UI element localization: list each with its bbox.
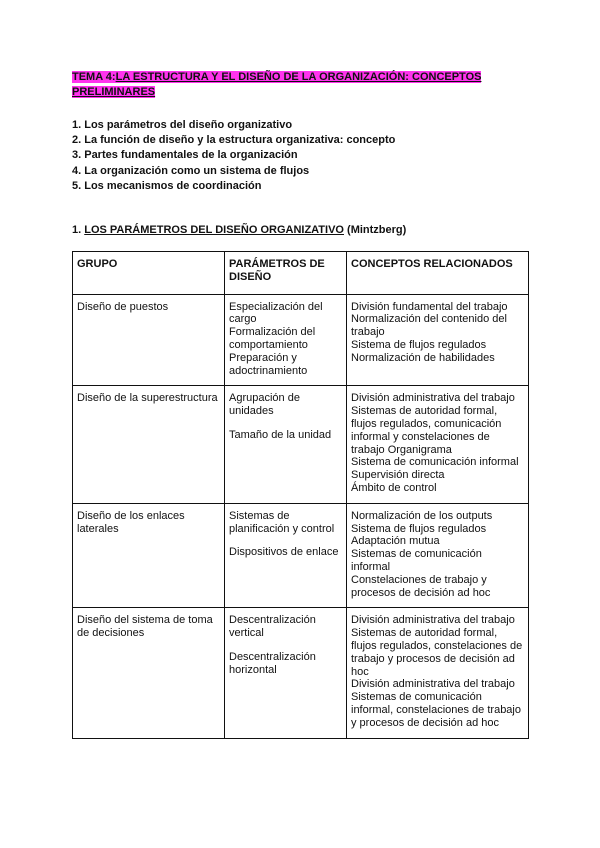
cell-concepts — [347, 386, 529, 503]
table-row — [73, 294, 529, 386]
param-item: Formalización del comportamiento — [229, 326, 316, 351]
cell-group: Diseño del sistema de toma de decisiones — [73, 608, 225, 738]
concept-item: Normalización de habilidades — [351, 351, 495, 364]
concept-item: División administrativa del trabajo — [351, 392, 515, 405]
title-text-line2: PRELIMINARES — [72, 86, 156, 98]
param-item: Tamaño de la unidad — [229, 428, 332, 441]
concept-item: Sistemas de autoridad formal, flujos regulados, comunicación informal y constelaciones de trabajo Organigrama — [351, 405, 502, 456]
concept-item: División fundamental del trabajo — [351, 300, 508, 313]
index-item: 2. La función de diseño y la estructura organizativa: concepto — [72, 134, 396, 147]
design-parameters-table — [72, 251, 529, 739]
section-number: 1. — [72, 224, 85, 237]
cell-concepts — [347, 503, 529, 608]
topic-index — [72, 118, 530, 194]
concept-item: Normalización de los outputs — [351, 509, 493, 522]
concept-item: Sistemas de autoridad formal, flujos regulados, constelaciones de trabajo y procesos de decisión ad hoc — [351, 627, 523, 678]
header-group: GRUPO — [73, 252, 225, 295]
cell-group: Diseño de los enlaces laterales — [73, 503, 225, 608]
param-item: Dispositivos de enlace — [229, 546, 339, 559]
param-item: Agrupación de unidades — [229, 392, 300, 418]
concept-item: División administrativa del trabajo — [351, 678, 515, 691]
concept-item: Ámbito de control — [351, 481, 437, 494]
table-row — [73, 503, 529, 608]
param-item: Descentralización horizontal — [229, 650, 316, 676]
param-item: Sistemas de planificación y control — [229, 509, 335, 535]
concept-item: Normalización del contenido del trabajo — [351, 313, 507, 339]
table-row — [73, 608, 529, 738]
cell-group: Diseño de la superestructura — [73, 386, 225, 503]
concept-item: Sistema de flujos regulados — [351, 338, 487, 351]
section-heading — [72, 223, 530, 238]
cell-params — [225, 608, 347, 738]
index-item: 3. Partes fundamentales de la organización — [72, 149, 298, 162]
section-author: (Mintzberg) — [343, 224, 407, 237]
index-item: 4. La organización como un sistema de flujos — [72, 164, 310, 177]
param-spacer — [229, 535, 342, 546]
param-spacer — [229, 418, 342, 429]
cell-concepts — [347, 294, 529, 386]
cell-params — [225, 386, 347, 503]
index-item: 1. Los parámetros del diseño organizativo — [72, 119, 293, 131]
concept-item: Constelaciones de trabajo y procesos de decisión ad hoc — [351, 573, 491, 599]
index-item: 5. Los mecanismos de coordinación — [72, 179, 262, 192]
table-row — [73, 386, 529, 503]
concept-item: Sistemas de comunicación informal, constelaciones de trabajo y procesos de decisión ad hoc — [351, 691, 521, 729]
param-spacer — [229, 640, 342, 651]
cell-params — [225, 294, 347, 386]
concept-item: Sistema de comunicación informal — [351, 456, 519, 469]
param-item: Descentralización vertical — [229, 614, 316, 640]
concept-item: División administrativa del trabajo — [351, 614, 515, 627]
concept-item: Supervisión directa — [351, 469, 445, 482]
concept-item: Adaptación mutua — [351, 535, 440, 548]
cell-group: Diseño de puestos — [73, 294, 225, 386]
title-text-line1: LA ESTRUCTURA Y EL DISEÑO DE LA ORGANIZACIÓN: CONCEPTOS — [115, 71, 482, 83]
cell-concepts — [347, 608, 529, 738]
param-item: Especialización del cargo — [229, 300, 323, 326]
cell-params — [225, 503, 347, 608]
section-title: LOS PARÁMETROS DEL DISEÑO ORGANIZATIVO — [84, 224, 344, 237]
param-item: Preparación y adoctrinamiento — [229, 351, 308, 377]
table-header-row — [73, 252, 529, 295]
page-title — [72, 70, 530, 100]
title-prefix: TEMA 4: — [72, 71, 116, 83]
document-page — [72, 70, 530, 729]
header-concepts: CONCEPTOS RELACIONADOS — [347, 252, 529, 295]
concept-item: Sistema de flujos regulados — [351, 522, 487, 535]
concept-item: Sistemas de comunicación informal — [351, 548, 482, 573]
header-params: PARÁMETROS DE DISEÑO — [225, 252, 347, 295]
